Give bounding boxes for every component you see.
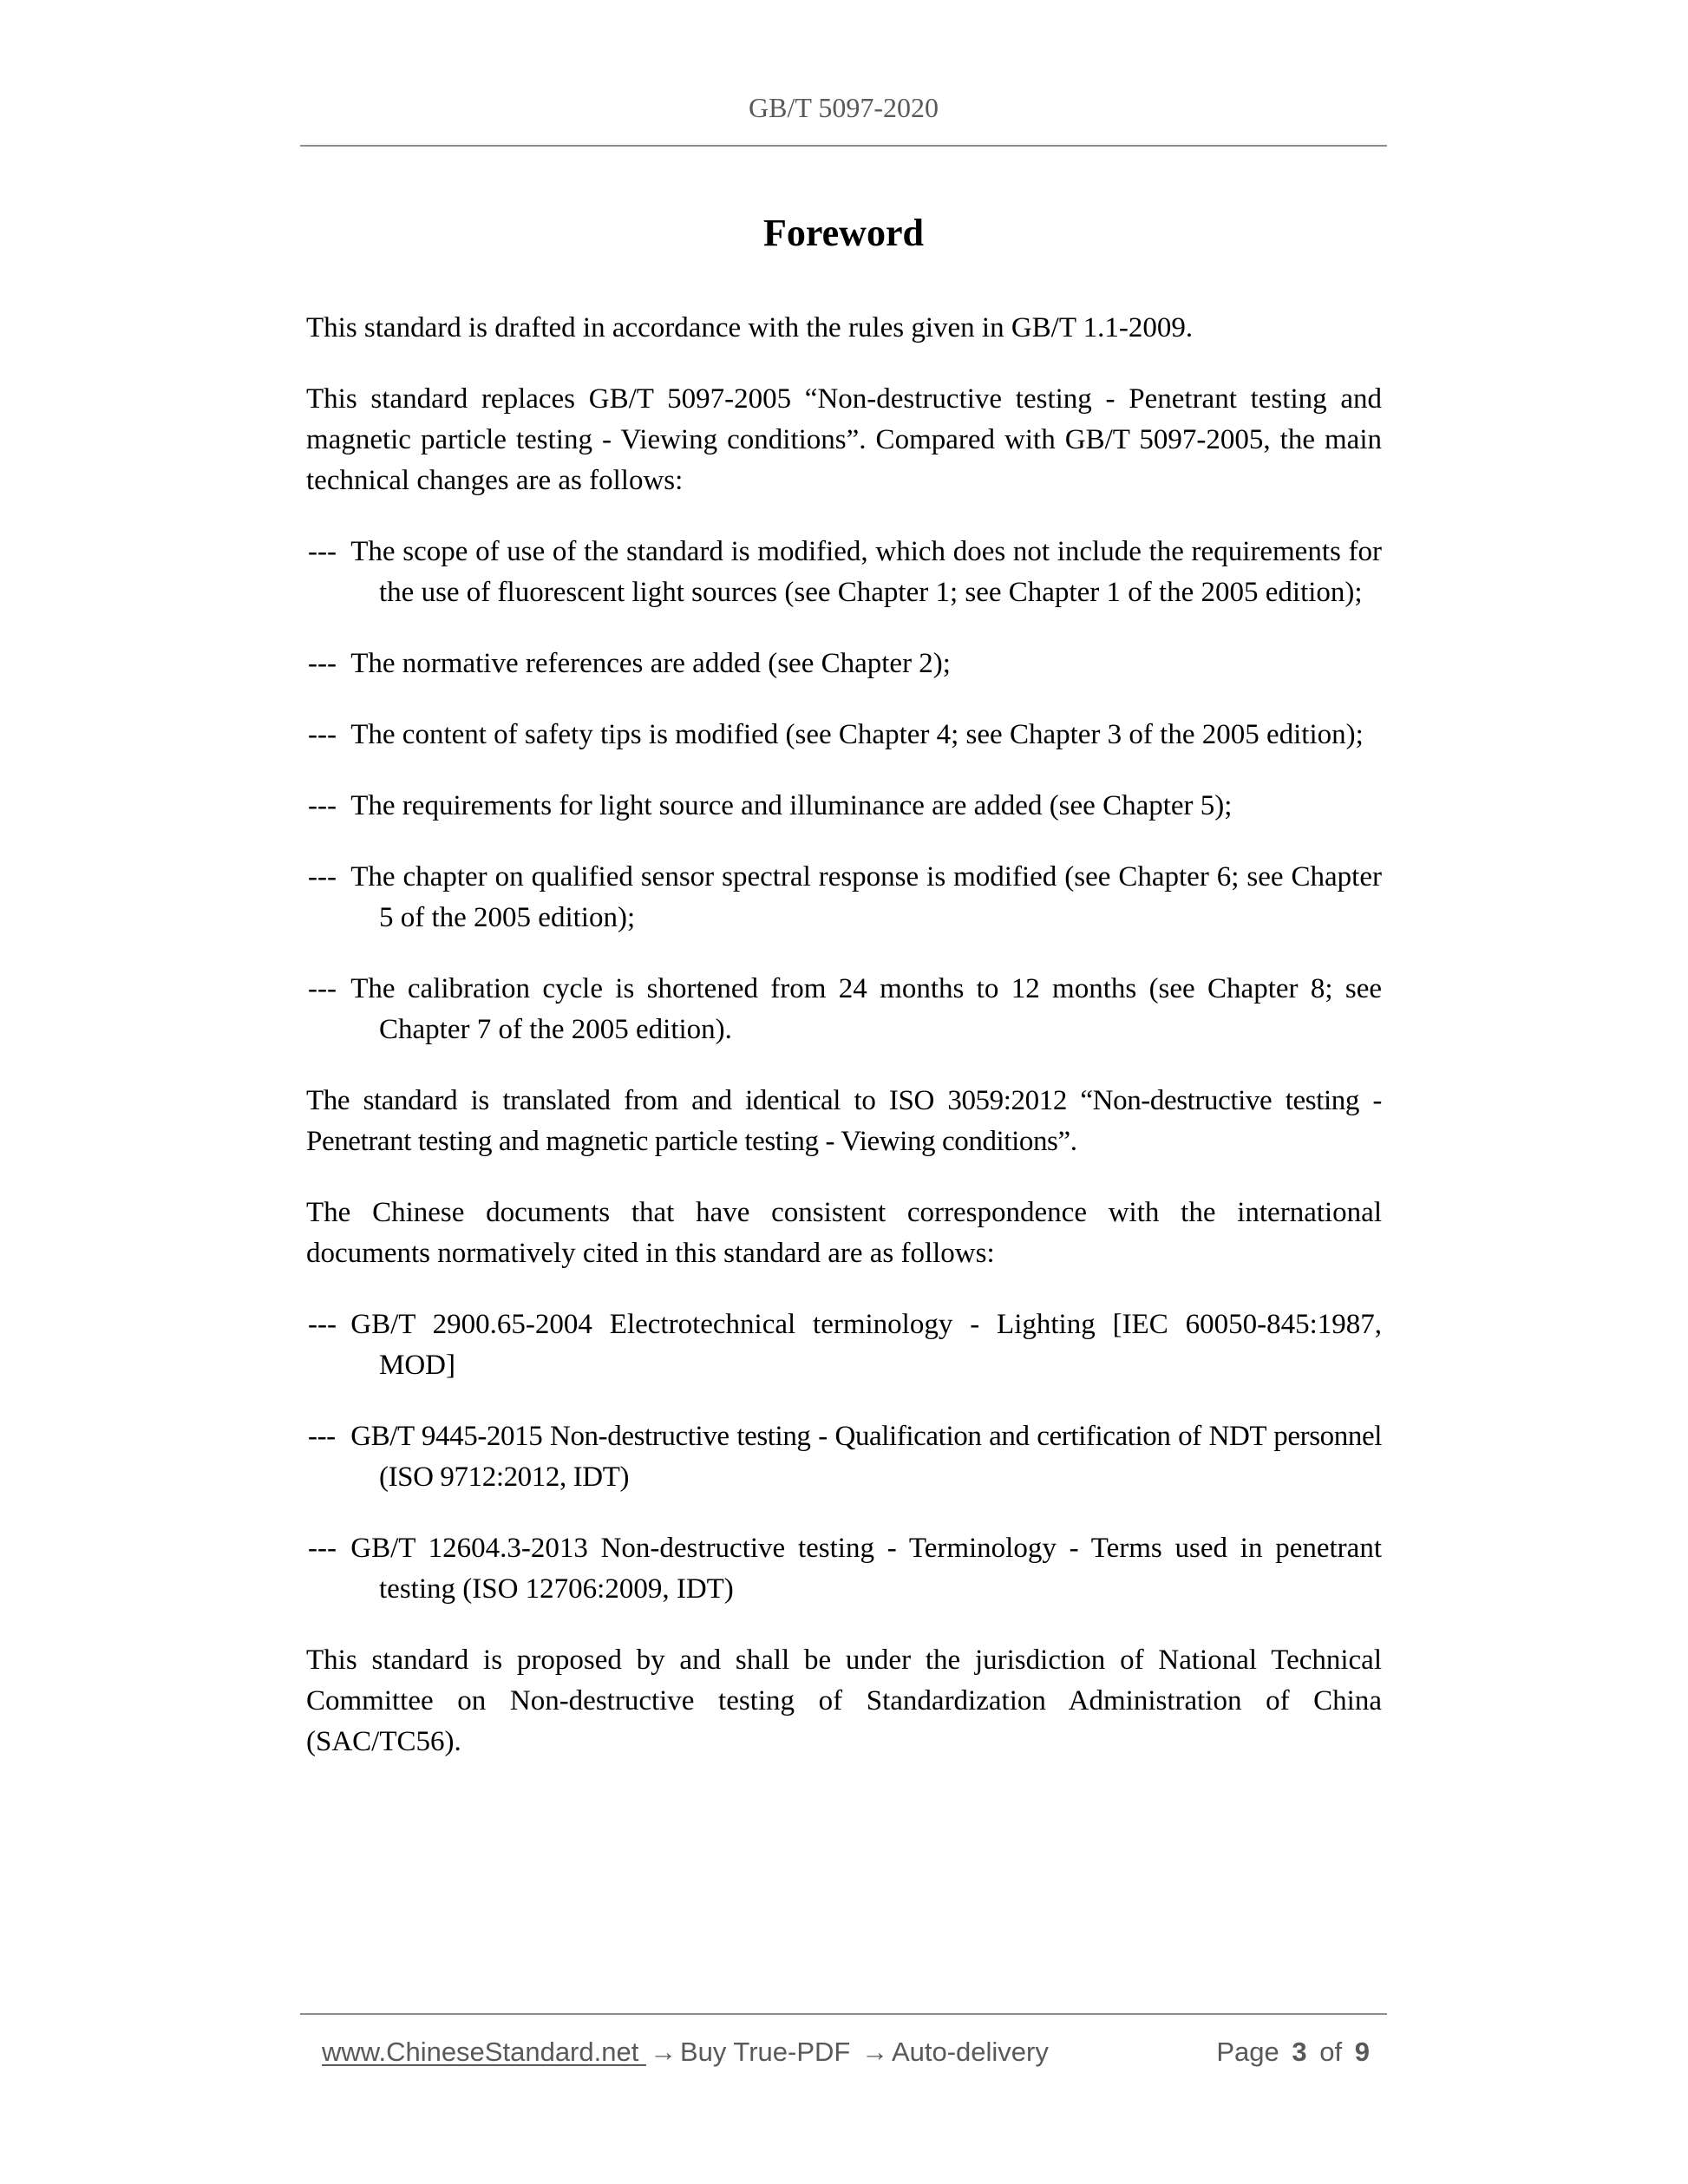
auto-delivery-text: Auto-delivery bbox=[891, 2037, 1049, 2067]
arrow-right-icon: → bbox=[860, 2037, 888, 2067]
footer-rule bbox=[300, 2013, 1387, 2015]
list-item: --- The requirements for light source and illuminance are added (see Chapter 5); bbox=[308, 790, 1233, 821]
footer-promo bbox=[322, 2035, 1049, 2070]
list-item: --- The normative references are added (see Chapter 2); bbox=[308, 648, 951, 679]
paragraph-iso-equivalence: The standard is translated from and identical to ISO 3059:2012 “Non-destructive testing - Penetrant testing and magnetic particle testing - Viewing conditions”. bbox=[306, 1085, 1382, 1157]
page-number bbox=[1216, 2035, 1370, 2070]
buy-true-pdf-text: Buy True-PDF bbox=[679, 2037, 851, 2067]
foreword-body bbox=[306, 308, 1382, 1793]
list-item: --- GB/T 12604.3-2013 Non-destructive testing - Terminology - Terms used in penetrant testing (ISO 12706:2009, IDT) bbox=[308, 1533, 1382, 1605]
changes-list bbox=[306, 532, 1382, 1050]
paragraph-drafting-rules: This standard is drafted in accordance with the rules given in GB/T 1.1-2009. bbox=[306, 312, 1194, 343]
references-list bbox=[306, 1305, 1382, 1610]
website-link[interactable]: www.ChineseStandard.net bbox=[322, 2037, 646, 2067]
list-item: --- The chapter on qualified sensor spectral response is modified (see Chapter 6; see Chapter 5 of the 2005 edition); bbox=[308, 861, 1382, 933]
list-item: --- GB/T 9445-2015 Non-destructive testing - Qualification and certification of NDT personnel (ISO 9712:2012, IDT) bbox=[308, 1421, 1382, 1493]
page-title: Foreword bbox=[763, 212, 924, 254]
current-page: 3 bbox=[1292, 2037, 1307, 2067]
arrow-right-icon: → bbox=[649, 2037, 677, 2067]
page-label: Page bbox=[1216, 2037, 1279, 2067]
paragraph-replaces: This standard replaces GB/T 5097-2005 “Non-destructive testing - Penetrant testing and magnetic particle testing - Viewing conditions”. Compared with GB/T 5097-2005, the main technical changes are as follows: bbox=[306, 383, 1382, 496]
page-footer bbox=[322, 2035, 1371, 2073]
header-rule bbox=[300, 145, 1387, 147]
list-item: --- The calibration cycle is shortened from 24 months to 12 months (see Chapter 8; see Chapter 7 of the 2005 edition). bbox=[308, 973, 1382, 1045]
total-pages: 9 bbox=[1354, 2037, 1370, 2067]
page-of-label: of bbox=[1319, 2037, 1343, 2067]
list-item: --- The scope of use of the standard is modified, which does not include the requirements for the use of fluorescent light sources (see Chapter 1; see Chapter 1 of the 2005 edition); bbox=[308, 536, 1382, 608]
list-item: --- The content of safety tips is modified (see Chapter 4; see Chapter 3 of the 2005 edition); bbox=[308, 719, 1364, 750]
paragraph-chinese-documents: The Chinese documents that have consistent correspondence with the international documents normatively cited in this standard are as follows: bbox=[306, 1197, 1382, 1269]
running-header: GB/T 5097-2020 bbox=[749, 92, 939, 123]
paragraph-jurisdiction: This standard is proposed by and shall be under the jurisdiction of National Technical Committee on Non-destructive testing of Standardization Administration of China (SAC/TC56). bbox=[306, 1645, 1382, 1757]
list-item: --- GB/T 2900.65-2004 Electrotechnical terminology - Lighting [IEC 60050-845:1987, MOD] bbox=[308, 1309, 1382, 1381]
